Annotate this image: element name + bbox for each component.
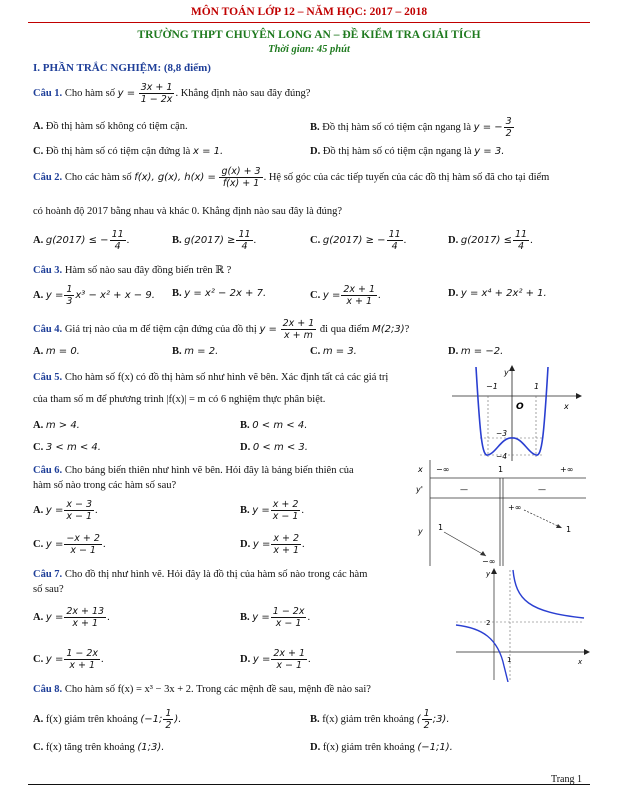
option-math: y = [45, 611, 64, 623]
axis-label: x [578, 658, 583, 666]
option-b[interactable]: B. y = $\frac{1 - 2x}{x - 1}$ . [240, 606, 311, 629]
fraction [110, 229, 126, 252]
denominator: 4 [114, 241, 121, 252]
option-math: 0 < m < 3. [252, 442, 308, 453]
question-6-continued: hàm số nào trong các hàm số sau? [33, 480, 177, 491]
option-letter: B. [240, 611, 250, 623]
tick-label: 1 [507, 656, 512, 664]
curve-left-branch [456, 625, 508, 682]
option-text: Đồ thị hàm số không có tiệm cận. [45, 121, 188, 132]
numerator: 2x + 1 [273, 648, 306, 659]
question-text: Cho bảng biến thiên như hình vẽ bên. Hỏi đây là bảng biến thiên của [64, 465, 354, 476]
numerator: x + 2 [273, 533, 299, 544]
row-label: x [418, 465, 423, 474]
numerator: 1 − 2x [272, 606, 305, 617]
numerator: 3x + 1 [140, 82, 173, 93]
denominator: x − 1 [66, 511, 92, 522]
function-label: y = [117, 87, 136, 99]
tick-label: −4 [496, 452, 508, 461]
option-math: 3 < m < 4. [45, 442, 101, 453]
question-number: Câu 6. [33, 465, 63, 476]
fraction [64, 648, 100, 671]
question-3 [33, 264, 231, 276]
numerator: 11 [111, 229, 124, 240]
option-letter: A. [33, 504, 44, 516]
option-b[interactable] [172, 288, 266, 299]
denominator: f(x) + 1 [222, 178, 260, 189]
option-letter: A. [33, 121, 44, 132]
option-d[interactable] [310, 742, 453, 753]
fraction [271, 499, 301, 522]
tick-label: 2 [486, 619, 491, 627]
option-c[interactable] [33, 442, 101, 453]
q5-graph [452, 365, 582, 463]
fraction [64, 499, 94, 522]
fraction [504, 116, 514, 139]
row-label: y' [416, 485, 423, 494]
option-letter: B. [310, 713, 320, 725]
question-text: Giá trị nào của m để tiệm cận đứng của đồ thị [64, 323, 260, 335]
fraction [341, 284, 377, 307]
fraction [422, 708, 432, 731]
fraction [64, 284, 74, 307]
question-text: ? [404, 323, 410, 335]
numerator: 1 [66, 284, 73, 295]
option-math: ;3). [432, 713, 450, 725]
numerator: 1 [165, 708, 172, 719]
option-c[interactable]: C. y = $\frac{-x + 2}{x - 1}$ . [33, 533, 106, 556]
table-value: +∞ [560, 465, 574, 474]
fraction [281, 318, 317, 341]
option-letter: B. [172, 234, 182, 246]
option-math: x³ − x² + x − 9. [75, 289, 155, 301]
option-b[interactable] [240, 420, 307, 431]
option-a[interactable]: A. y = $\frac{x - 3}{x - 1}$ . [33, 499, 98, 522]
arrow-head [480, 551, 486, 556]
question-number: Câu 7. [33, 569, 63, 580]
option-letter: D. [310, 742, 321, 753]
denominator: 4 [391, 241, 398, 252]
option-d[interactable] [240, 442, 308, 453]
option-math: m = 0. [45, 346, 80, 357]
x-axis-arrow [576, 393, 582, 399]
question-text: Cho hàm số [64, 87, 118, 99]
option-math: ( [416, 713, 421, 725]
option-math: g(2017) ≤ − [45, 234, 109, 246]
denominator: x − 1 [70, 545, 96, 556]
fraction [513, 229, 529, 252]
table-value: — [460, 485, 468, 494]
option-math: m = 3. [322, 346, 357, 357]
option-letter: D. [240, 442, 251, 453]
option-b[interactable]: B. y = $\frac{x + 2}{x - 1}$ . [240, 499, 305, 522]
question-number: Câu 3. [33, 265, 63, 276]
option-letter: C. [310, 289, 321, 301]
question-text: Cho các hàm số [64, 171, 135, 183]
denominator: 4 [241, 241, 248, 252]
option-letter: A. [33, 346, 44, 357]
option-b[interactable] [172, 346, 218, 357]
option-letter: C. [33, 146, 44, 157]
axis-label: x [564, 402, 569, 411]
option-a[interactable] [33, 708, 181, 731]
option-math: (−1; [140, 713, 163, 725]
question-number: Câu 1. [33, 87, 63, 99]
option-letter: B. [172, 288, 182, 299]
question-number: Câu 5. [33, 372, 63, 383]
option-math: g(2017) ≥ [184, 234, 236, 246]
question-2 [33, 166, 549, 189]
denominator: x − 1 [276, 660, 303, 671]
variation-table [410, 460, 588, 568]
arrow-down [444, 532, 486, 556]
fraction [64, 533, 102, 556]
school-year: NĂM HỌC: 2017 – 2018 [306, 6, 428, 18]
option-letter: D. [310, 146, 321, 157]
question-5-continued: của tham số m để phương trình |f(x)| = m có 6 nghiệm thực phân biệt. [33, 394, 326, 405]
subject-header [0, 6, 618, 18]
option-c[interactable] [310, 346, 357, 357]
option-math: (−1;1). [417, 742, 453, 753]
fraction [387, 229, 403, 252]
option-a[interactable]: A. y = $\frac{2x + 13}{x + 1}$ . [33, 606, 110, 629]
tick-label: −1 [486, 382, 498, 391]
option-d[interactable]: D. y = $\frac{x + 2}{x + 1}$ . [240, 533, 305, 556]
question-text: Cho hàm số f(x) có đồ thị hàm số như hình vẽ bên. Xác định tất cả các giá trị [64, 372, 389, 383]
table-value: −∞ [436, 465, 450, 474]
option-text: f(x) giảm trên khoảng [45, 713, 141, 725]
question-7 [33, 569, 433, 580]
option-letter: C. [310, 234, 321, 246]
option-letter: D. [448, 346, 459, 357]
tick-label: 1 [534, 382, 540, 391]
numerator: 3 [505, 116, 512, 127]
axis-label: y [504, 368, 509, 377]
denominator: 2 [423, 720, 430, 731]
option-math: y = [252, 653, 271, 665]
option-a[interactable]: A. g(2017) ≤ − $\frac{11}{4}$ . [33, 229, 130, 252]
denominator: x + 1 [273, 545, 299, 556]
option-text: f(x) giảm trên khoảng [322, 742, 418, 753]
denominator: x − 1 [272, 511, 299, 522]
denominator: 2 [165, 720, 172, 731]
point-label: M(2;3) [372, 323, 405, 335]
option-c[interactable] [33, 742, 164, 753]
question-text: Cho đồ thị như hình vẽ. Hỏi đây là đồ thị của hàm số nào trong các hàm [64, 569, 368, 580]
question-2-continued: có hoành độ 2017 bằng nhau và khác 0. Khẳng định nào sau đây là đúng? [33, 206, 343, 217]
option-c[interactable]: C. y = $\frac{2x + 1}{x + 1}$ . [310, 284, 381, 307]
option-c[interactable]: C. y = $\frac{1 - 2x}{x + 1}$ . [33, 648, 104, 671]
numerator: 2x + 13 [66, 606, 105, 617]
option-math: x = 1. [192, 146, 224, 157]
numerator: 1 [423, 708, 430, 719]
numerator: x − 3 [66, 499, 92, 510]
arrow-head [556, 524, 562, 528]
table-value: 1 [498, 465, 504, 474]
table-value: — [538, 485, 546, 494]
table-value: 1 [566, 525, 572, 534]
question-text: . Khẳng định nào sau đây đúng? [175, 87, 311, 99]
option-letter: A. [33, 234, 44, 246]
option-math: y = x² − 2x + 7. [184, 288, 267, 299]
denominator: x + m [283, 330, 313, 341]
denominator: 3 [66, 296, 73, 307]
option-math: y = [322, 289, 341, 301]
question-5 [33, 372, 453, 383]
curve-right-branch [513, 570, 584, 618]
option-math: 0 < m < 4. [252, 420, 308, 431]
question-text: Cho hàm số f(x) = x³ − 3x + 2. Trong các mệnh đề sau, mệnh đề nào sai? [64, 684, 371, 695]
numerator: 11 [238, 229, 251, 240]
table-value: −∞ [482, 557, 496, 566]
function-label: f(x), g(x), h(x) = [134, 171, 216, 183]
question-text: Hàm số nào sau đây đồng biến trên ℝ ? [64, 265, 232, 276]
denominator: 2 [505, 128, 512, 139]
option-a[interactable] [33, 121, 188, 132]
option-letter: B. [240, 504, 250, 516]
denominator: 4 [518, 241, 525, 252]
option-text: f(x) tăng trên khoảng [45, 742, 138, 753]
option-math: g(2017) ≥ − [322, 234, 386, 246]
option-math: (1;3). [137, 742, 165, 753]
fraction [64, 606, 106, 629]
numerator: x + 2 [272, 499, 299, 510]
question-text: . Hệ số góc của các tiếp tuyến của các đồ thị hàm số đã cho tại điểm [263, 171, 550, 183]
footer-divider [28, 784, 590, 785]
question-4 [33, 318, 409, 341]
tick-label: −3 [496, 429, 508, 438]
section-title: I. PHẦN TRẮC NGHIỆM: (8,8 điểm) [33, 62, 211, 74]
school-title: TRƯỜNG THPT CHUYÊN LONG AN – ĐỀ KIỂM TRA GIẢI TÍCH [137, 29, 481, 41]
option-letter: D. [448, 234, 459, 246]
denominator: x + 1 [69, 660, 96, 671]
option-letter: C. [33, 538, 44, 550]
y-axis-arrow [509, 365, 515, 371]
denominator: x + 1 [346, 296, 373, 307]
option-math: y = [252, 538, 271, 550]
fraction [139, 82, 175, 105]
option-letter: D. [240, 538, 251, 550]
option-b[interactable] [310, 708, 450, 731]
arrow-down [524, 510, 562, 528]
question-1 [33, 82, 310, 105]
option-math: y = [45, 289, 64, 301]
option-math: y = − [473, 121, 503, 133]
option-letter: B. [310, 121, 320, 133]
option-b[interactable] [310, 116, 515, 139]
denominator: 1 − 2x [140, 94, 173, 105]
question-7-continued: số sau? [33, 584, 64, 595]
option-d[interactable]: D. g(2017) ≤ $\frac{11}{4}$ . [448, 229, 533, 252]
subject-label: MÔN TOÁN LỚP 12 [190, 6, 295, 18]
table-value: 1 [438, 523, 444, 532]
fraction [163, 708, 173, 731]
table-value: +∞ [508, 503, 522, 512]
option-c[interactable] [33, 146, 223, 157]
option-a[interactable] [33, 420, 80, 431]
row-label: y [418, 527, 423, 536]
axis-label: y [486, 570, 491, 578]
option-a[interactable] [33, 284, 155, 307]
option-letter: D. [240, 653, 251, 665]
denominator: x − 1 [275, 618, 302, 629]
option-letter: A. [33, 713, 44, 725]
numerator: 1 − 2x [66, 648, 99, 659]
option-letter: C. [33, 442, 44, 453]
header-separator: – [294, 6, 307, 18]
y-axis-arrow [491, 568, 497, 574]
page-number: Trang 1 [550, 774, 582, 785]
question-text: đi qua điểm [317, 323, 373, 335]
option-text: f(x) giảm trên khoảng [322, 713, 417, 725]
exam-time: Thời gian: 45 phút [268, 44, 350, 55]
option-math: m > 4. [45, 420, 80, 431]
option-text: Đồ thị hàm số có tiệm cận đứng là [45, 146, 193, 157]
numerator: 11 [515, 229, 528, 240]
option-math: m = 2. [184, 346, 219, 357]
option-d[interactable] [448, 288, 547, 299]
option-letter: C. [310, 346, 321, 357]
option-d[interactable] [448, 346, 503, 357]
option-letter: D. [448, 288, 459, 299]
fraction [236, 229, 252, 252]
option-math: y = 3. [474, 146, 505, 157]
option-c[interactable]: C. g(2017) ≥ − $\frac{11}{4}$ . [310, 229, 407, 252]
option-math: y = [45, 653, 64, 665]
numerator: 11 [388, 229, 401, 240]
fraction [219, 166, 262, 189]
question-6 [33, 465, 403, 476]
x-axis-arrow [584, 649, 590, 655]
option-math: y = [252, 611, 270, 623]
option-text: Đồ thị hàm số có tiệm cận ngang là [322, 146, 475, 157]
question-number: Câu 2. [33, 171, 63, 183]
option-math: m = −2. [460, 346, 504, 357]
origin-label: O [516, 402, 524, 412]
numerator: g(x) + 3 [221, 166, 261, 177]
option-math: y = [252, 504, 270, 516]
fraction [271, 606, 307, 629]
option-letter: A. [33, 611, 44, 623]
function-label: y = [259, 323, 277, 335]
option-math: y = [45, 538, 64, 550]
option-d[interactable]: D. y = $\frac{2x + 1}{x - 1}$ . [240, 648, 311, 671]
option-d[interactable] [310, 146, 504, 157]
numerator: 2x + 1 [282, 318, 315, 329]
option-letter: B. [240, 420, 250, 431]
numerator: −x + 2 [66, 533, 100, 544]
option-letter: A. [33, 289, 44, 301]
fraction [271, 648, 307, 671]
denominator: x + 1 [72, 618, 99, 629]
q7-graph [452, 566, 592, 682]
option-letter: B. [172, 346, 182, 357]
option-a[interactable] [33, 346, 80, 357]
question-number: Câu 4. [33, 323, 63, 335]
question-number: Câu 8. [33, 684, 63, 695]
option-text: Đồ thị hàm số có tiệm cận ngang là [322, 121, 474, 133]
header-divider [28, 22, 590, 23]
option-letter: A. [33, 420, 44, 431]
fraction [271, 533, 301, 556]
option-math: g(2017) ≤ [460, 234, 513, 246]
option-math: y = x⁴ + 2x² + 1. [460, 288, 547, 299]
question-8 [33, 684, 371, 695]
numerator: 2x + 1 [343, 284, 376, 295]
option-math: ). [174, 713, 182, 725]
option-b[interactable]: B. g(2017) ≥ $\frac{11}{4}$ . [172, 229, 257, 252]
option-letter: C. [33, 742, 44, 753]
option-letter: C. [33, 653, 44, 665]
option-math: y = [45, 504, 64, 516]
